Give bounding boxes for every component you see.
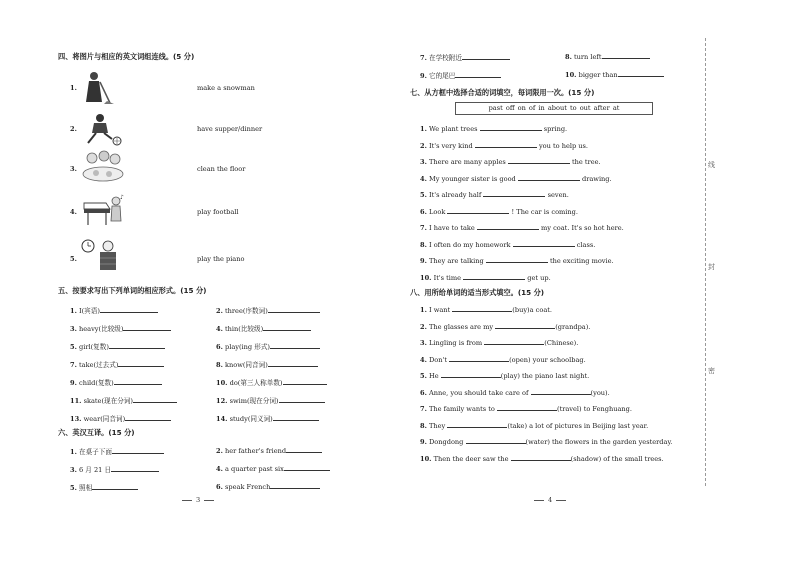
answer-blank[interactable] [452, 305, 512, 312]
s7-item-10: 10. It's time get up. [420, 274, 551, 282]
answer-blank[interactable] [618, 70, 664, 77]
snowman-clock-picture [80, 238, 126, 272]
s5-item-1: 1. I(宾语) [70, 305, 158, 315]
answer-blank[interactable] [511, 454, 571, 461]
s4-num-5: 5. [70, 255, 77, 263]
answer-blank[interactable] [513, 240, 575, 247]
section6-title: 六、英汉互译。(15 分) [58, 428, 135, 437]
binding-label-secret: 密 [708, 367, 715, 375]
answer-blank[interactable] [497, 404, 557, 411]
answer-blank[interactable] [518, 174, 580, 181]
s4-phrase-2: have supper/dinner [197, 125, 263, 133]
binding-label-line: 线 [708, 161, 715, 169]
answer-blank[interactable] [447, 207, 509, 214]
answer-blank[interactable] [100, 306, 158, 313]
section8-title: 八、用所给单词的适当形式填空。(15 分) [410, 288, 545, 297]
s5-item-3: 3. heavy(比较级) [70, 323, 171, 333]
answer-blank[interactable] [270, 342, 320, 349]
answer-blank[interactable] [109, 342, 165, 349]
s7-item-6: 6. Look ! The car is coming. [420, 208, 578, 216]
s6-item-5: 5. 照相 [70, 482, 138, 492]
s8-item-2: 2. The glasses are my (grandpa). [420, 323, 591, 331]
answer-blank[interactable] [268, 360, 318, 367]
s6-item-8: 8. turn left [565, 52, 650, 61]
answer-blank[interactable] [463, 273, 525, 280]
answer-blank[interactable] [486, 256, 548, 263]
answer-blank[interactable] [92, 483, 138, 490]
s8-item-5: 5. He (play) the piano last night. [420, 372, 590, 380]
answer-blank[interactable] [477, 223, 539, 230]
s6-item-1: 1. 在桌子下面 [70, 446, 164, 456]
answer-blank[interactable] [449, 355, 509, 362]
s4-num-3: 3. [70, 165, 77, 173]
s5-item-10: 10. do(第三人称单数) [216, 377, 327, 387]
answer-blank[interactable] [475, 141, 537, 148]
answer-blank[interactable] [273, 414, 319, 421]
answer-blank[interactable] [118, 360, 164, 367]
person-sweeping-picture [80, 70, 126, 104]
answer-blank[interactable] [447, 421, 507, 428]
s8-item-1: 1. I want (buy)a coat. [420, 306, 553, 314]
s4-num-2: 2. [70, 125, 77, 133]
answer-blank[interactable] [483, 190, 545, 197]
s5-item-4: 4. thin(比较级) [216, 323, 311, 333]
answer-blank[interactable] [455, 71, 501, 78]
section5-title: 五、按要求写出下列单词的相应形式。(15 分) [58, 286, 207, 295]
s4-phrase-5: play the piano [197, 255, 245, 263]
s5-item-13: 13. wear(同音词) [70, 413, 171, 423]
s5-item-2: 2. three(序数词) [216, 305, 320, 315]
section4-title: 四、将图片与相应的英文词组连线。(5 分) [58, 52, 195, 61]
word-bank-box: past off on of in about to out after at [455, 102, 653, 115]
s6-item-6: 6. speak French [216, 482, 320, 491]
s4-phrase-3: clean the floor [197, 165, 246, 173]
answer-blank[interactable] [270, 482, 320, 489]
s5-item-6: 6. play(ing 形式) [216, 341, 320, 351]
s7-item-5: 5. It's already half seven. [420, 191, 569, 199]
binding-label-seal: 封 [708, 263, 715, 271]
s7-item-7: 7. I have to take my coat. It's so hot here. [420, 224, 624, 232]
svg-text:♪: ♪ [120, 194, 124, 201]
s4-phrase-1: make a snowman [197, 84, 255, 92]
s7-item-4: 4. My younger sister is good drawing. [420, 175, 612, 183]
s6-item-2: 2. her father's friend [216, 446, 322, 455]
s7-item-1: 1. We plant trees spring. [420, 125, 568, 133]
section7-title: 七、从方框中选择合适的词填空，每词限用一次。(15 分) [410, 88, 595, 97]
answer-blank[interactable] [508, 157, 570, 164]
answer-blank[interactable] [602, 52, 650, 59]
page-number-right: 4 [530, 496, 570, 504]
s5-item-9: 9. child(复数) [70, 377, 162, 387]
binding-dashed-line [705, 38, 706, 486]
s6-item-10: 10. bigger than [565, 70, 664, 79]
answer-blank[interactable] [111, 465, 159, 472]
answer-blank[interactable] [112, 447, 164, 454]
s6-item-4: 4. a quarter past six [216, 464, 330, 473]
answer-blank[interactable] [268, 306, 320, 313]
answer-blank[interactable] [466, 437, 526, 444]
answer-blank[interactable] [283, 378, 327, 385]
s6-item-3: 3. 6 月 21 日 [70, 464, 159, 474]
s8-item-9: 9. Dongdong (water) the flowers in the garden yesterday. [420, 438, 673, 446]
answer-blank[interactable] [286, 446, 322, 453]
s4-num-4: 4. [70, 208, 77, 216]
answer-blank[interactable] [484, 338, 544, 345]
girl-piano-picture [80, 193, 126, 227]
s5-item-5: 5. girl(复数) [70, 341, 165, 351]
s7-item-8: 8. I often do my homework class. [420, 241, 596, 249]
answer-blank[interactable] [441, 371, 501, 378]
s4-num-1: 1. [70, 84, 77, 92]
s8-item-4: 4. Don't (open) your schoolbag. [420, 356, 586, 364]
s8-item-3: 3. Lingling is from (Chinese). [420, 339, 579, 347]
s7-item-3: 3. There are many apples the tree. [420, 158, 601, 166]
s6-item-9: 9. 它的尾巴 [420, 70, 501, 80]
s8-item-7: 7. The family wants to (travel) to Fenghuang. [420, 405, 632, 413]
answer-blank[interactable] [133, 396, 177, 403]
s8-item-6: 6. Anne, you should take care of (you). [420, 389, 610, 397]
boy-football-picture [80, 112, 126, 146]
answer-blank[interactable] [495, 322, 555, 329]
answer-blank[interactable] [279, 396, 325, 403]
s4-phrase-4: play football [197, 208, 239, 216]
s7-item-9: 9. They are talking the exciting movie. [420, 257, 614, 265]
answer-blank[interactable] [263, 324, 311, 331]
page-number-left: 3 [178, 496, 218, 504]
answer-blank[interactable] [462, 53, 510, 60]
answer-blank[interactable] [480, 124, 542, 131]
s8-item-10: 10. Then the deer saw the (shadow) of the small trees. [420, 455, 664, 463]
answer-blank[interactable] [123, 324, 171, 331]
answer-blank[interactable] [284, 464, 330, 471]
answer-blank[interactable] [531, 388, 591, 395]
s5-item-12: 12. swim(现在分词) [216, 395, 325, 405]
s5-item-11: 11. skate(现在分词) [70, 395, 177, 405]
s5-item-7: 7. take(过去式) [70, 359, 164, 369]
answer-blank[interactable] [125, 414, 171, 421]
answer-blank[interactable] [114, 378, 162, 385]
s6-item-7: 7. 在学校附近 [420, 52, 510, 62]
s7-item-2: 2. It's very kind you to help us. [420, 142, 589, 150]
s5-item-8: 8. know(同音词) [216, 359, 318, 369]
s8-item-8: 8. They (take) a lot of pictures in Beijing last year. [420, 422, 649, 430]
family-dinner-picture [80, 150, 126, 184]
s5-item-14: 14. study(同义词) [216, 413, 319, 423]
